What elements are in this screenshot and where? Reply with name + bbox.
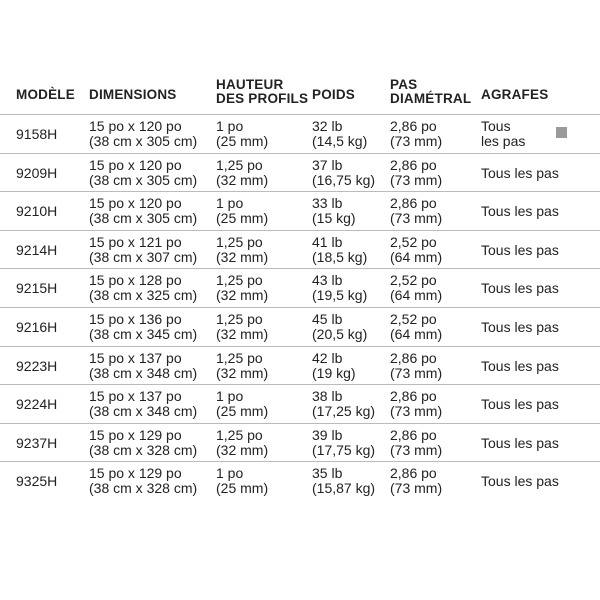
table-body <box>0 115 600 500</box>
cell-profile-height-line2: (25 mm) <box>216 210 269 227</box>
cell-dimensions <box>89 196 197 226</box>
table-row <box>0 347 600 386</box>
cell-dimensions <box>89 389 197 419</box>
cell-clips-line1: Tous <box>481 118 511 134</box>
cell-dimensions-line1: 15 po x 120 po <box>89 195 182 212</box>
cell-pitch-line2: (73 mm) <box>390 441 443 458</box>
table-row <box>0 231 600 270</box>
cell-pitch <box>390 158 442 188</box>
cell-dimensions-line2: (38 cm x 345 cm) <box>89 325 198 342</box>
header-profile-height-line2: DES PROFILS <box>216 91 309 106</box>
cell-clips: Tous les pas <box>481 396 559 413</box>
cell-profile-height-line2: (32 mm) <box>216 248 269 265</box>
cell-pitch <box>390 273 442 303</box>
cell-profile-height <box>216 428 268 458</box>
cell-weight-line1: 43 lb <box>312 272 343 289</box>
cell-profile-height-line1: 1 po <box>216 195 244 212</box>
cell-pitch <box>390 466 442 496</box>
cell-pitch-line1: 2,52 po <box>390 272 437 289</box>
cell-weight-line2: (17,25 kg) <box>312 403 376 420</box>
cell-pitch <box>390 428 442 458</box>
cell-profile-height <box>216 273 268 303</box>
table-row <box>0 385 600 424</box>
cell-profile-height <box>216 196 268 226</box>
cell-profile-height-line1: 1 po <box>216 465 244 482</box>
cell-dimensions-line1: 15 po x 128 po <box>89 272 182 289</box>
cell-profile-height-line2: (25 mm) <box>216 480 269 497</box>
cell-model: 9325H <box>16 473 58 490</box>
cell-weight <box>312 466 375 496</box>
cell-profile-height <box>216 312 268 342</box>
cell-pitch-line1: 2,52 po <box>390 233 437 250</box>
table-row <box>0 308 600 347</box>
spec-table <box>0 78 600 500</box>
cell-profile-height <box>216 351 268 381</box>
cell-dimensions-line1: 15 po x 129 po <box>89 426 182 443</box>
header-weight: POIDS <box>312 87 356 102</box>
cell-weight-line1: 32 lb <box>312 118 343 134</box>
cell-dimensions-line2: (38 cm x 307 cm) <box>89 248 198 265</box>
cell-weight-line1: 37 lb <box>312 156 343 173</box>
cell-dimensions-line1: 15 po x 120 po <box>89 156 182 173</box>
header-profile-height <box>216 78 308 106</box>
cell-pitch-line1: 2,86 po <box>390 426 437 443</box>
cell-pitch <box>390 235 442 265</box>
cell-weight <box>312 389 375 419</box>
cell-dimensions-line1: 15 po x 136 po <box>89 310 182 327</box>
cell-dimensions <box>89 119 197 149</box>
cell-weight <box>312 235 367 265</box>
cell-weight-line2: (19 kg) <box>312 364 356 381</box>
cell-dimensions-line1: 15 po x 121 po <box>89 233 182 250</box>
cell-profile-height-line1: 1 po <box>216 388 244 405</box>
cell-model: 9224H <box>16 396 58 413</box>
cell-weight-line2: (14,5 kg) <box>312 133 368 149</box>
cell-weight-line2: (17,75 kg) <box>312 441 376 458</box>
cell-profile-height-line2: (32 mm) <box>216 287 269 304</box>
cell-profile-height-line1: 1,25 po <box>216 349 263 366</box>
cell-pitch-line1: 2,86 po <box>390 349 437 366</box>
table-row <box>0 154 600 193</box>
cell-weight-line2: (16,75 kg) <box>312 171 376 188</box>
cell-pitch-line2: (64 mm) <box>390 248 443 265</box>
cell-pitch <box>390 389 442 419</box>
cell-clips: Tous les pas <box>481 318 559 335</box>
table-row <box>0 192 600 231</box>
cell-weight <box>312 273 367 303</box>
header-model: MODÈLE <box>16 87 75 102</box>
cell-weight <box>312 428 375 458</box>
cell-profile-height-line2: (32 mm) <box>216 364 269 381</box>
table-row <box>0 424 600 463</box>
cell-weight-line2: (19,5 kg) <box>312 287 368 304</box>
cell-weight-line1: 33 lb <box>312 195 343 212</box>
cell-pitch-line1: 2,86 po <box>390 465 437 482</box>
cell-weight <box>312 196 356 226</box>
cell-dimensions <box>89 428 197 458</box>
cell-pitch-line2: (73 mm) <box>390 403 443 420</box>
cell-dimensions-line1: 15 po x 137 po <box>89 388 182 405</box>
cell-profile-height-line2: (25 mm) <box>216 133 269 149</box>
cell-dimensions-line2: (38 cm x 328 cm) <box>89 441 198 458</box>
cell-dimensions-line2: (38 cm x 348 cm) <box>89 364 198 381</box>
cell-model: 9158H <box>16 126 58 142</box>
cell-model: 9223H <box>16 357 58 374</box>
cell-dimensions-line1: 15 po x 120 po <box>89 118 182 134</box>
cell-pitch-line2: (64 mm) <box>390 325 443 342</box>
cell-weight-line1: 38 lb <box>312 388 343 405</box>
cell-pitch <box>390 119 442 149</box>
cell-pitch-line1: 2,86 po <box>390 118 437 134</box>
cell-pitch-line2: (73 mm) <box>390 133 443 149</box>
cell-pitch-line1: 2,86 po <box>390 195 437 212</box>
cell-profile-height-line2: (25 mm) <box>216 403 269 420</box>
cell-pitch <box>390 351 442 381</box>
cell-model: 9214H <box>16 241 58 258</box>
cell-clips-line2: les pas <box>481 133 526 149</box>
cell-pitch-line1: 2,52 po <box>390 310 437 327</box>
cell-profile-height-line1: 1,25 po <box>216 156 263 173</box>
cell-dimensions-line2: (38 cm x 305 cm) <box>89 133 198 149</box>
cell-dimensions <box>89 466 197 496</box>
cell-dimensions <box>89 312 197 342</box>
cell-clips: Tous les pas <box>481 357 559 374</box>
cell-dimensions-line2: (38 cm x 325 cm) <box>89 287 198 304</box>
table-header <box>0 78 600 115</box>
cell-model: 9216H <box>16 318 58 335</box>
cell-dimensions-line1: 15 po x 137 po <box>89 349 182 366</box>
header-pitch-line1: PAS <box>390 77 418 92</box>
cell-model: 9237H <box>16 434 58 451</box>
cell-pitch-line2: (73 mm) <box>390 480 443 497</box>
cell-profile-height-line2: (32 mm) <box>216 171 269 188</box>
cell-dimensions <box>89 351 197 381</box>
cell-dimensions <box>89 273 197 303</box>
cell-pitch <box>390 196 442 226</box>
cell-pitch-line2: (73 mm) <box>390 171 443 188</box>
cell-dimensions-line1: 15 po x 129 po <box>89 465 182 482</box>
cell-profile-height-line2: (32 mm) <box>216 441 269 458</box>
cell-dimensions <box>89 235 197 265</box>
gray-square-icon <box>556 127 567 138</box>
cell-profile-height-line1: 1 po <box>216 118 244 134</box>
header-pitch-line2: DIAMÉTRAL <box>390 91 472 106</box>
cell-dimensions-line2: (38 cm x 305 cm) <box>89 171 198 188</box>
cell-dimensions-line2: (38 cm x 328 cm) <box>89 480 198 497</box>
cell-profile-height <box>216 235 268 265</box>
cell-profile-height <box>216 158 268 188</box>
cell-clips: Tous les pas <box>481 241 559 258</box>
cell-model: 9215H <box>16 280 58 297</box>
cell-weight-line2: (20,5 kg) <box>312 325 368 342</box>
cell-pitch-line2: (73 mm) <box>390 364 443 381</box>
cell-weight-line1: 42 lb <box>312 349 343 366</box>
cell-pitch-line1: 2,86 po <box>390 156 437 173</box>
cell-dimensions-line2: (38 cm x 348 cm) <box>89 403 198 420</box>
cell-clips <box>481 119 525 149</box>
cell-dimensions <box>89 158 197 188</box>
cell-weight <box>312 351 356 381</box>
cell-weight <box>312 119 367 149</box>
cell-profile-height <box>216 389 268 419</box>
cell-clips: Tous les pas <box>481 280 559 297</box>
cell-weight-line2: (18,5 kg) <box>312 248 368 265</box>
cell-profile-height-line1: 1,25 po <box>216 272 263 289</box>
cell-profile-height-line1: 1,25 po <box>216 310 263 327</box>
header-clips: AGRAFES <box>481 87 549 102</box>
header-profile-height-line1: HAUTEUR <box>216 77 284 92</box>
cell-profile-height-line1: 1,25 po <box>216 426 263 443</box>
cell-profile-height <box>216 119 268 149</box>
cell-clips: Tous les pas <box>481 473 559 490</box>
cell-weight-line1: 45 lb <box>312 310 343 327</box>
cell-clips: Tous les pas <box>481 164 559 181</box>
cell-weight <box>312 158 375 188</box>
cell-profile-height-line2: (32 mm) <box>216 325 269 342</box>
cell-pitch-line2: (64 mm) <box>390 287 443 304</box>
cell-profile-height <box>216 466 268 496</box>
cell-dimensions-line2: (38 cm x 305 cm) <box>89 210 198 227</box>
table-row <box>0 269 600 308</box>
cell-pitch-line1: 2,86 po <box>390 388 437 405</box>
cell-weight-line1: 39 lb <box>312 426 343 443</box>
cell-clips: Tous les pas <box>481 203 559 220</box>
cell-weight-line2: (15,87 kg) <box>312 480 376 497</box>
cell-weight-line1: 41 lb <box>312 233 343 250</box>
cell-model: 9210H <box>16 203 58 220</box>
cell-weight <box>312 312 367 342</box>
cell-pitch-line2: (73 mm) <box>390 210 443 227</box>
header-dimensions: DIMENSIONS <box>89 87 177 102</box>
table-row <box>0 462 600 500</box>
header-pitch <box>390 78 471 106</box>
cell-pitch <box>390 312 442 342</box>
cell-model: 9209H <box>16 164 58 181</box>
cell-clips: Tous les pas <box>481 434 559 451</box>
cell-weight-line2: (15 kg) <box>312 210 356 227</box>
table-row <box>0 115 600 154</box>
cell-profile-height-line1: 1,25 po <box>216 233 263 250</box>
cell-weight-line1: 35 lb <box>312 465 343 482</box>
